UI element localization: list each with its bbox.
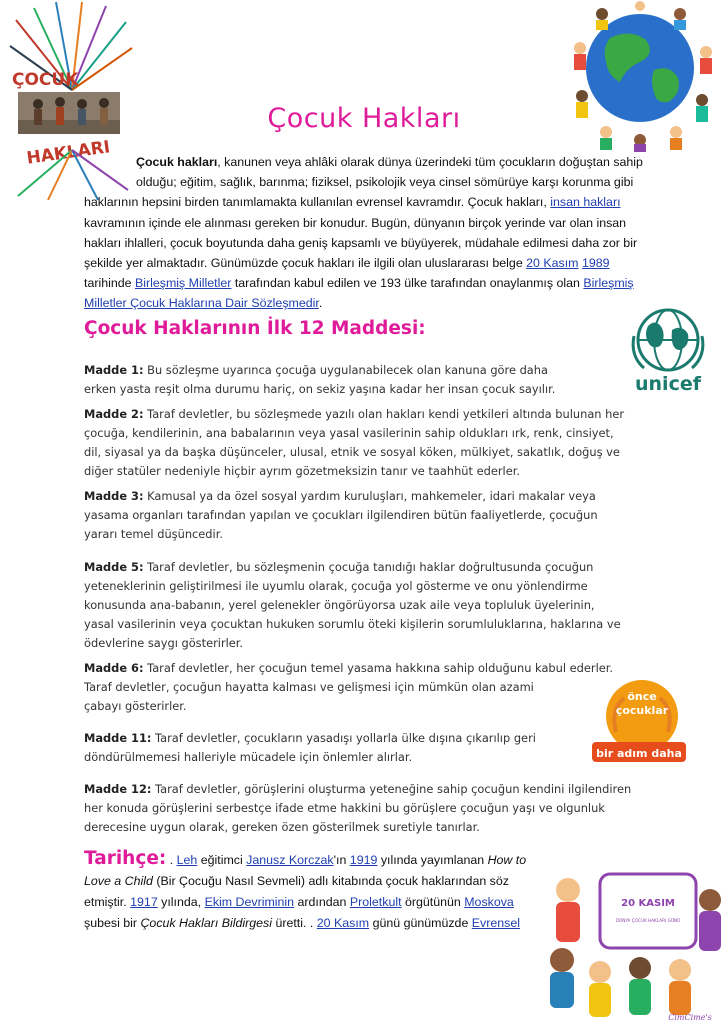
unicef-logo xyxy=(620,306,716,394)
link-1917[interactable]: 1917 xyxy=(130,895,158,909)
madde-2: Madde 2: Taraf devletler, bu sözleşmede yazılı olan hakları kendi yetkileri altında bulunan her çocuğa, kendilerinin, ana babalarının veya yasal vasilerinin sahip oldukları ırk, renk, cinsiyet, dil, siyasal ya da başka düşünceler, ulusal, etnik ve sosyal köken, mülkiyet, sakatlık, doğuş ve diğer statüler nedeniyle hiçbir ayrım gözetmeksizin tanır ve taahhüt ederler. xyxy=(84,407,625,478)
link-1989[interactable]: 1989 xyxy=(581,256,610,271)
madde-1: Madde 1: Bu sözleşme uyarınca çocuğa uygulanabilecek olan kanuna göre daha erken yasta reşit olma durumu hariç, on sekiz yaşına kadar her insan çocuk sayılır. xyxy=(84,363,556,396)
link-moskova[interactable]: Moskova xyxy=(464,895,514,909)
svg-text:çocuklar: çocuklar xyxy=(615,704,669,717)
madde-label: Madde 5: xyxy=(84,560,144,574)
madde-label: Madde 11: xyxy=(84,731,152,745)
madde-11: Madde 11: Taraf devletler, çocukların yasadışı yollarla ülke dışına çıkarılıp geri döndürülmemesi halleriyle mücadele için önlemler alırlar. xyxy=(84,731,536,764)
svg-text:HAKLARI: HAKLARI xyxy=(25,137,112,169)
link-proletkult[interactable]: Proletkult xyxy=(349,895,402,909)
link-birlesmis-milletler[interactable]: Birleşmiş Milletler xyxy=(134,276,232,291)
svg-text:unicef: unicef xyxy=(635,373,701,394)
svg-text:ÇOCUK: ÇOCUK xyxy=(12,70,79,90)
svg-text:DÜNYA ÇOCUK HAKLARI GÜNÜ: DÜNYA ÇOCUK HAKLARI GÜNÜ xyxy=(615,918,681,923)
intro-bold-lead: Çocuk hakları xyxy=(136,155,218,169)
svg-text:bir adım daha: bir adım daha xyxy=(596,747,682,760)
link-20-kasim[interactable]: 20 Kasım xyxy=(526,256,579,271)
link-evrensel[interactable]: Evrensel xyxy=(471,916,520,930)
link-1919[interactable]: 1919 xyxy=(349,853,378,867)
once-cocuklar-logo xyxy=(588,676,688,768)
madde-label: Madde 12: xyxy=(84,782,152,796)
svg-text:CimCime's: CimCime's xyxy=(668,1013,712,1022)
link-insan-haklari[interactable]: insan hakları xyxy=(550,195,621,210)
madde-12: Madde 12: Taraf devletler, görüşlerini oluşturma yeteneğine sahip çocuğun kendini ilgilendiren her konuda görüşlerini serbestçe ifade etme hakkini bu görüşlere çocuğun yaşı ve olgunluk derecesine uygun olarak, gereken özen gösterilmek suretiyle tanırlar. xyxy=(84,782,632,834)
madde-6: Madde 6: Taraf devletler, her çocuğun temel yasama hakkına sahip olduğunu kabul ederler. Taraf devletler, çocuğun hayatta kalması ve gelişmesi için mümkün olan azami çabayı gösterirler. xyxy=(84,661,614,713)
link-ekim-devrimi[interactable]: Ekim Devriminin xyxy=(204,895,295,909)
page-title: Çocuk Hakları xyxy=(267,103,461,134)
tarihce-paragraph: Tarihçe: . Leh eğitimci Janusz Korczak'ın 1919 yılında yayımlanan How to Love a Child (Bir Çocuğu Nasıl Sevmeli) adlı kitabında çocuk haklarından söz etmiştir. 1917 yılında, Ekim Devriminin ardından Proletkult örgütünün Moskova şubesi bir Çocuk Hakları Bildirgesi üretti. . 20 Kasım günü günümüzde Evrensel xyxy=(84,848,527,930)
maddeler-heading: Çocuk Haklarının İlk 12 Maddesi: xyxy=(84,318,426,339)
svg-text:20 KASIM: 20 KASIM xyxy=(621,898,675,909)
madde-label: Madde 6: xyxy=(84,661,144,675)
madde-3: Madde 3: Kamusal ya da özel sosyal yardım kuruluşları, mahkemeler, idari makalar veya yasama organları tarafından yapılan ve çocukları ilgilendiren bütün faaliyetlerde, çocuğun yararı temel düşüncedir. xyxy=(84,489,598,541)
svg-text:önce: önce xyxy=(627,690,657,703)
madde-label: Madde 2: xyxy=(84,407,144,421)
madde-label: Madde 1: xyxy=(84,363,144,377)
20-kasim-illustration xyxy=(540,860,728,1025)
intro-paragraph: Çocuk hakları, kanunen veya ahlâki olarak dünya üzerindeki tüm çocukların doğuştan sahip olduğu; eğitim, sağlık, barınma; fiziksel, psikolojik veya cinsel sömürüye karşı korunma gibi haklarının hepsini birden tanımlamakta kullanılan evrensel kavramdır. Çocuk hakları, insan hakları kavramının içinde ele alınması gereken bir konudur. Bugün, dünyanın birçok yerinde var olan insan hakları ihlalleri, çocuk boyutunda daha geniş kapsamlı ve büyüyerek, müdahale edilmesi daha zor bir şekilde yer almaktadır. Günümüzde çocuk hakları ile ilgili olan uluslararası belge 20 Kasım 1989 tarihinde Birleşmiş Milletler tarafından kabul edilen ve 193 ülke tarafından onaylanmış olan Birleşmiş Milletler Çocuk Haklarına Dair Sözleşmedir. xyxy=(84,155,643,311)
madde-5: Madde 5: Taraf devletler, bu sözleşmenin çocuğa tanıdığı haklar doğrultusunda çocuğun yeteneklerinin geliştirilmesi ile uyumlu olarak, çocuğa yol gösterme ve onu yönlendirme konusunda ana-babanın, yerel gelenekler öngörüyorsa uzak aile veya topluluk üyelerinin, yasal vasilerinin veya çocuktan hukuken sorumlu öteki kişilerin sorumluluklarına, haklarına ve ödevlerine saygı gösterirler. xyxy=(84,560,621,650)
link-20-kasim-tarihce[interactable]: 20 Kasım xyxy=(316,916,370,930)
madde-label: Madde 3: xyxy=(84,489,144,503)
link-cocuk-haklari-sozlesmesi[interactable]: Milletler Çocuk Haklarına Dair Sözleşmedir xyxy=(84,296,319,311)
link-birlesmis[interactable]: Birleşmiş xyxy=(583,276,634,291)
tarihce-heading: Tarihçe: xyxy=(84,848,167,869)
link-leh[interactable]: Leh xyxy=(176,853,198,867)
link-janusz-korczak[interactable]: Janusz Korczak xyxy=(246,853,334,867)
